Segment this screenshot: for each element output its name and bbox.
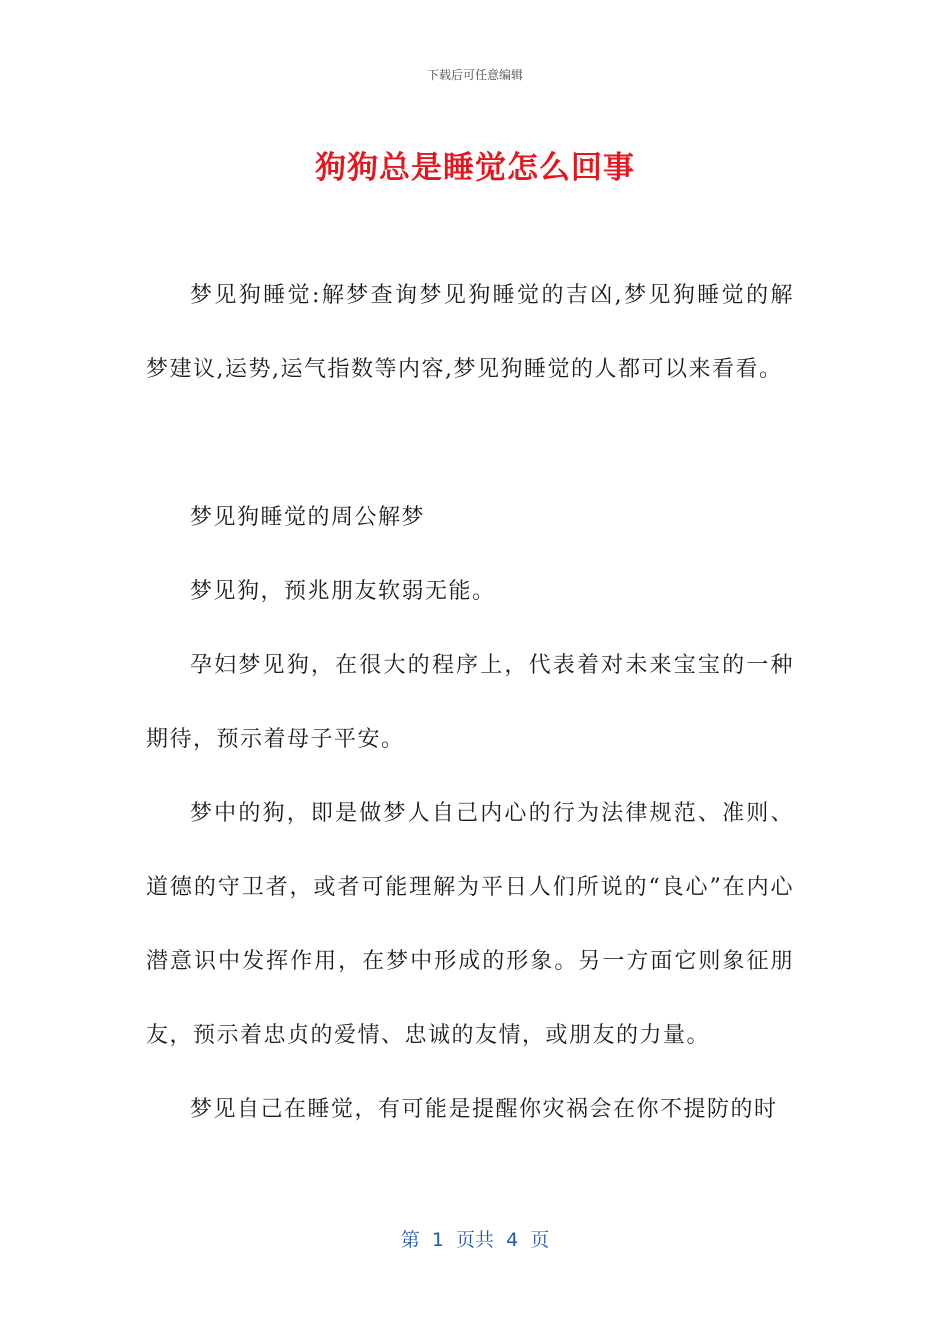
paragraph-friends: 梦见狗，预兆朋友软弱无能。: [190, 579, 496, 604]
paragraph-pregnant: 孕妇梦见狗，在很大的程序上，代表着对未来宝宝的一种期待，预示着母子平安。: [146, 653, 794, 752]
document-title: 狗狗总是睡觉怎么回事: [315, 150, 635, 186]
paragraph-conscience: 梦中的狗，即是做梦人自己内心的行为法律规范、准则、道德的守卫者，或者可能理解为平日人们所说的“良心”在内心潜意识中发挥作用，在梦中形成的形象。另一方面它则象征朋友，预示着忠贞的爱情、忠诚的友情，或朋友的力量。: [146, 801, 794, 1048]
paragraph-subheading: 梦见狗睡觉的周公解梦: [190, 505, 426, 530]
page-number: 第 1 页共 4 页: [400, 1229, 550, 1251]
paragraph-sleep: 梦见自己在睡觉，有可能是提醒你灾祸会在你不提防的时: [190, 1097, 778, 1122]
header-note: 下载后可任意编辑: [426, 68, 523, 82]
paragraph-intro: 梦见狗睡觉:解梦查询梦见狗睡觉的吉凶,梦见狗睡觉的解梦建议,运势,运气指数等内容,梦见狗睡觉的人都可以来看看。: [146, 283, 794, 382]
